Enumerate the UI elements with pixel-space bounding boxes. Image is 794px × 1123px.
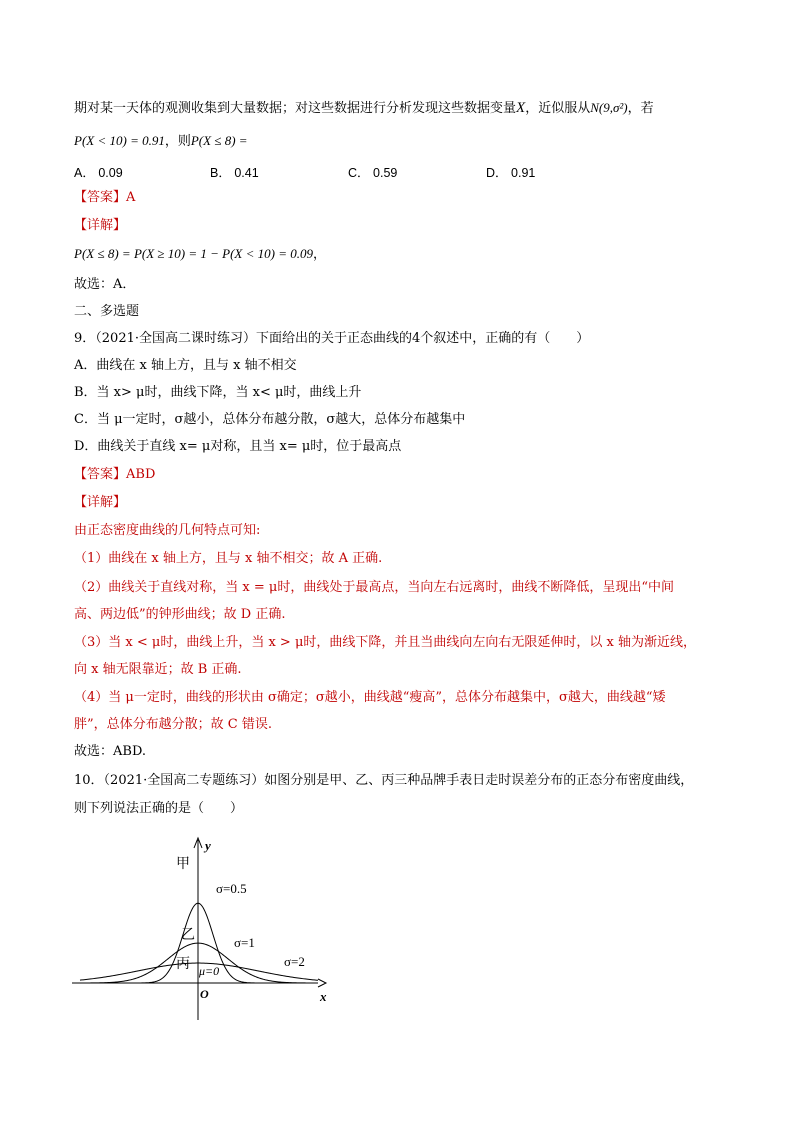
q9-choice: 故选：ABD.: [74, 744, 147, 759]
option-c: C． 0.59: [348, 166, 398, 180]
q8-choice: 故选：A．: [74, 277, 136, 292]
label-sigma-05: σ=0.5: [216, 881, 247, 896]
q9-detail-heading: 【详解】: [74, 495, 127, 510]
q9-explain-line-8: 胖”，总体分布越分散；故 C 错误.: [74, 717, 272, 732]
q8-stem-text: 期对某一天体的观测收集到大量数据；对这些数据进行分析发现这些数据变量: [74, 101, 517, 116]
y-axis-arrow: [194, 838, 202, 848]
label-jia: 甲: [176, 857, 190, 872]
q9-option-c: C．当 μ一定时，σ越小，总体分布越分散，σ越大，总体分布越集中: [74, 412, 466, 427]
q9-explain-line-2: （1）曲线在 x 轴上方，且与 x 轴不相交；故 A 正确.: [74, 551, 383, 566]
label-sigma-1: σ=1: [234, 935, 255, 950]
variable-x: X: [516, 100, 526, 116]
section-title: 二、多选题: [74, 304, 140, 319]
origin-label: O: [200, 987, 209, 1001]
x-axis-label: x: [320, 989, 327, 1004]
q9-explain-line-4: 高、两边低”的钟形曲线；故 D 正确.: [74, 607, 286, 622]
label-yi: 乙: [181, 928, 195, 943]
option-b: B． 0.41: [210, 166, 259, 180]
detail-equation-text: P(X ≤ 8) = P(X ≥ 10) = 1 − P(X < 10) = 0.09: [74, 246, 314, 261]
option-a: A． 0.09: [74, 166, 123, 180]
q9-option-d: D．曲线关于直线 x= μ对称，且当 x= μ时，位于最高点: [74, 439, 402, 454]
q8-detail-heading: 【详解】: [74, 218, 127, 233]
mu-label: μ=0: [199, 964, 220, 978]
label-bing: 丙: [176, 957, 190, 972]
q8-stem-line1: [74, 99, 654, 118]
q9-stem: 9．（2021·全国高二课时练习）下面给出的关于正态曲线的4个叙述中，正确的有（ ）: [74, 331, 590, 346]
q9-explain-line-6: 向 x 轴无限靠近；故 B 正确.: [74, 662, 242, 677]
given-probability: P(X < 10) = 0.91: [74, 133, 165, 148]
label-sigma-2: σ=2: [284, 954, 305, 969]
q8-detail-equation: [74, 245, 326, 264]
asked-probability: P(X ≤ 8) =: [190, 133, 248, 148]
x-axis-arrow: [318, 979, 326, 987]
normal-distribution: N(9,σ²): [590, 100, 628, 115]
q8-then: ，则: [164, 134, 191, 149]
curve-bing: [80, 963, 318, 980]
q9-explain-line-5: （3）当 x < μ时，曲线上升，当 x > μ时，曲线下降，并且当曲线向左向右无限延伸时，以 x 轴为渐近线，: [74, 635, 697, 650]
y-axis-label: y: [205, 838, 211, 853]
detail-equation-tail: ，: [313, 247, 327, 262]
q9-answer: 【答案】ABD: [74, 467, 156, 482]
q9-explain-line-1: 由正态密度曲线的几何特点可知:: [74, 523, 261, 538]
q10-stem-line1: 10．（2021·全国高二专题练习）如图分别是甲、乙、丙三种品牌手表日走时误差分布的正态分布密度曲线，: [74, 773, 694, 788]
q8-answer: 【答案】A: [74, 190, 136, 205]
q10-stem-line2: 则下列说法正确的是（ ）: [74, 801, 244, 816]
q8-stem-line2: [74, 132, 248, 151]
q9-option-b: B．当 x> μ时，曲线下降，当 x< μ时，曲线上升: [74, 385, 362, 400]
q8-stem-text-b: 近似服从: [538, 101, 591, 116]
q9-explain-line-3: （2）曲线关于直线对称，当 x = μ时，曲线处于最高点，当向左右远离时，曲线不断降低，呈现出“中间: [74, 580, 674, 595]
q9-explain-line-7: （4）当 μ一定时，曲线的形状由 σ确定；σ越小，曲线越“瘦高”，总体分布越集中，σ越大，曲线越“矮: [74, 690, 666, 705]
q8-stem-text-c: ，若: [627, 101, 654, 116]
option-d: D． 0.91: [486, 166, 536, 180]
curve-yi: [80, 943, 318, 983]
comma: ，: [525, 101, 539, 116]
curve-jia: [80, 903, 318, 983]
q9-option-a: A．曲线在 x 轴上方，且与 x 轴不相交: [74, 358, 297, 373]
